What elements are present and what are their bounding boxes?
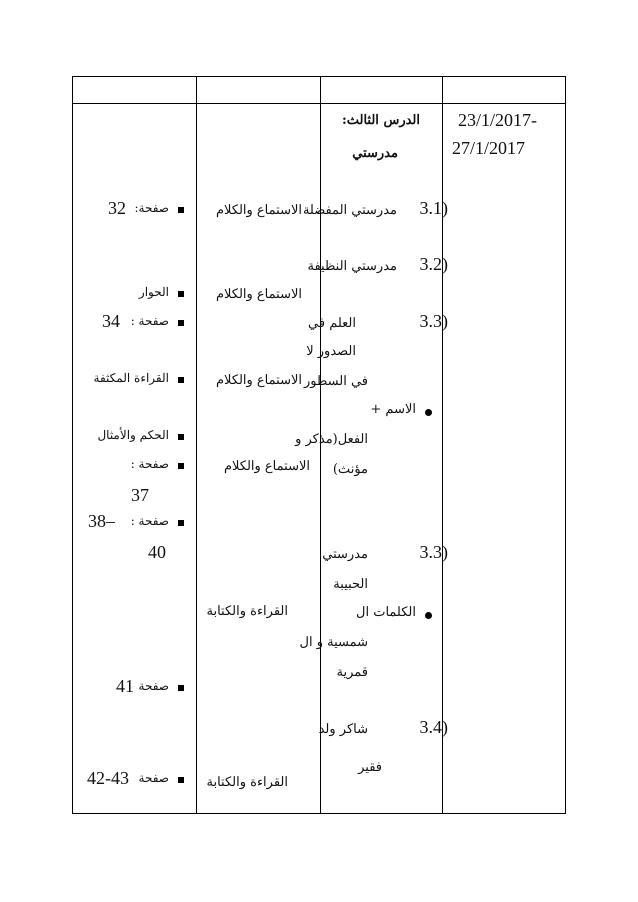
page-label: صفحة — [138, 771, 169, 785]
page-label: صفحة : — [130, 457, 169, 471]
skill-reading-writing: القراءة والكتابة — [206, 775, 288, 790]
lesson-item-3-1-text: مدرستي المفضلة — [302, 203, 397, 218]
square-bullet-icon — [178, 377, 184, 383]
lesson-item-3-3-text: العلم في — [308, 316, 356, 331]
lesson-name: مدرستي — [352, 146, 398, 161]
square-bullet-icon — [178, 520, 184, 526]
lesson-item-3-3-line2: الصدور لا — [306, 344, 356, 359]
page-number: 32 — [108, 198, 126, 218]
proverbs-label: الحكم والأمثال — [97, 428, 169, 442]
lesson-bullet-noun-verb-line3: مؤنث) — [332, 462, 368, 477]
lesson-bullet-letters-line3: قمرية — [336, 665, 368, 680]
square-bullet-icon — [178, 685, 184, 691]
page-number: 41 — [116, 676, 134, 696]
dialogue-label: الحوار — [138, 285, 169, 299]
skill-listening-speaking: الاستماع والكلام — [223, 459, 310, 474]
page-label: صفحة: — [134, 201, 169, 215]
lesson-item-3-3b-line2: الحبيبة — [333, 577, 368, 592]
bullet-dot-icon — [425, 409, 432, 416]
page-number: 34 — [102, 311, 120, 331]
column-divider-3 — [442, 76, 443, 814]
page-label: صفحة : — [130, 514, 169, 528]
square-bullet-icon — [178, 291, 184, 297]
lesson-item-3-2-text: مدرستي النظيفة — [307, 259, 397, 274]
page-label: صفحة : — [130, 314, 169, 328]
table-left-border — [72, 76, 73, 814]
skill-reading-writing: القراءة والكتابة — [206, 604, 288, 619]
square-bullet-icon — [178, 320, 184, 326]
table-header-bottom-border — [72, 103, 566, 104]
date-start: 23/1/2017- — [458, 110, 537, 130]
skill-listening-speaking: الاستماع والكلام — [215, 203, 302, 218]
lesson-item-3-4-line2: فقير — [358, 760, 382, 775]
table-top-border — [72, 76, 566, 77]
lesson-bullet-noun-verb-line2: الفعل(مذكر و — [295, 432, 368, 447]
lesson-bullet-noun-verb: الاسم + — [370, 402, 416, 417]
lesson-bullet-letters-line2: شمسية و ال — [299, 635, 368, 650]
lesson-item-3-3-line3: في السطور — [303, 374, 368, 389]
square-bullet-icon — [178, 463, 184, 469]
skill-listening-speaking: الاستماع والكلام — [215, 373, 302, 388]
lesson-item-3-3-number: 3.3) — [419, 311, 448, 331]
lesson-bullet-letters: الكلمات ال — [356, 605, 416, 620]
lesson-item-3-2-number: 3.2) — [419, 254, 448, 274]
table-right-border — [565, 76, 566, 814]
page-number: 42-43 — [87, 768, 129, 788]
intensive-reading-label: القراءة المكثفة — [93, 371, 169, 385]
square-bullet-icon — [178, 434, 184, 440]
lesson-title: الدرس الثالث: — [341, 113, 420, 128]
square-bullet-icon — [178, 207, 184, 213]
page-number: 40 — [148, 542, 166, 562]
bullet-dot-icon — [425, 612, 432, 619]
page-number: 38– — [88, 511, 115, 531]
column-divider-1 — [196, 76, 197, 814]
lesson-item-3-1-number: 3.1) — [419, 198, 448, 218]
square-bullet-icon — [178, 777, 184, 783]
lesson-item-3-4-number: 3.4) — [419, 717, 448, 737]
skill-listening-speaking: الاستماع والكلام — [215, 287, 302, 302]
table-bottom-border — [72, 813, 566, 814]
lesson-item-3-3b-text: مدرستي — [322, 547, 368, 562]
lesson-item-3-4-text: شاكر ولد — [318, 722, 368, 737]
lesson-item-3-3b-number: 3.3) — [419, 542, 448, 562]
date-end: 27/1/2017 — [452, 138, 526, 158]
page-number: 37 — [131, 485, 149, 505]
page-label: صفحة — [138, 679, 169, 693]
